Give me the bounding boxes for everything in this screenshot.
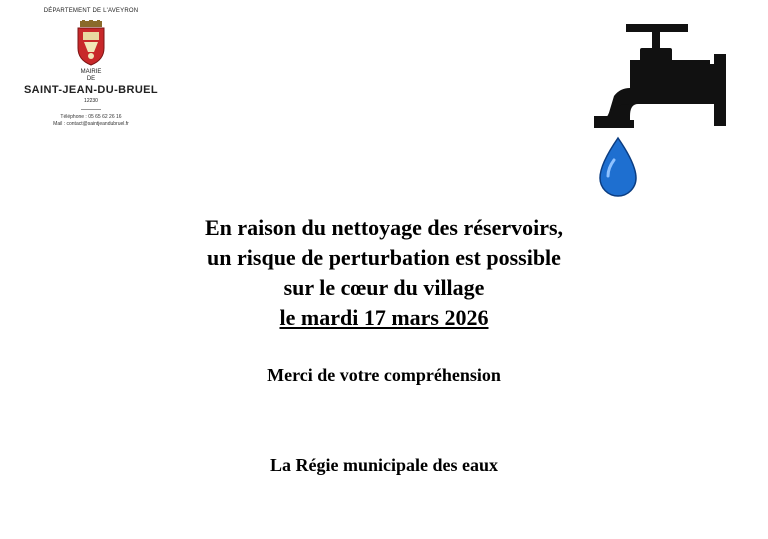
- department-label: DÉPARTEMENT DE L'AVEYRON: [43, 8, 139, 14]
- thanks-text: Merci de votre compréhension: [267, 365, 501, 385]
- de-label: DE: [86, 76, 96, 82]
- water-tap-icon: [590, 20, 730, 200]
- town-crest-icon: [74, 20, 108, 66]
- town-name: SAINT-JEAN-DU-BRUEL: [23, 84, 159, 96]
- divider: [81, 109, 101, 110]
- notice-line-1: En raison du nettoyage des réservoirs,: [204, 215, 564, 240]
- postal-code: 12230: [84, 98, 98, 104]
- mail-line: Mail : contact@saintjeandubruel.fr: [53, 121, 129, 127]
- mairie-label: MAIRIE: [80, 69, 102, 75]
- notice-line-3: sur le cœur du village: [283, 275, 485, 300]
- water-drop-icon: [600, 138, 636, 196]
- notice-line-2: un risque de perturbation est possible: [207, 245, 561, 270]
- notice-text: [0, 213, 768, 333]
- signoff-text: La Régie municipale des eaux: [270, 455, 498, 475]
- town-hall-header: [0, 8, 182, 128]
- phone-line: Téléphone : 05 65 62 26 16: [60, 114, 122, 120]
- notice-date: le mardi 17 mars 2026: [279, 305, 489, 330]
